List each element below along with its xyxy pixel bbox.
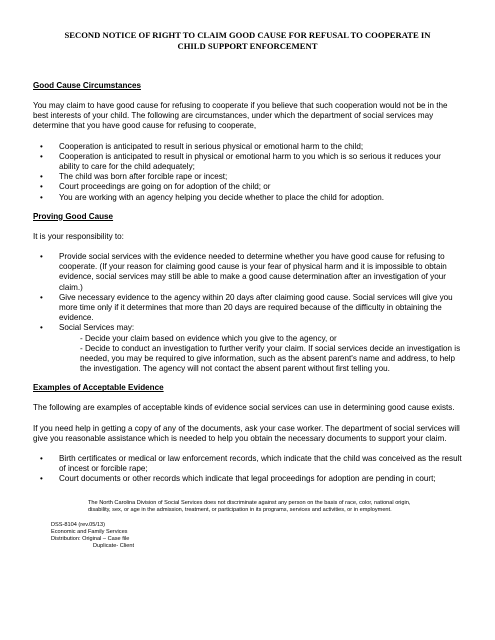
- good-cause-intro: You may claim to have good cause for refusing to cooperate if you believe that such cooperation would not be in the best interests of your child. The following are circumstances, under which the department of social services may determine that you have good cause for refusing to cooperate,: [33, 101, 448, 131]
- sub-item-decide: - Decide your claim based on evidence which you give to the agency, or: [80, 333, 337, 343]
- list-item: • Birth certificates or medical or law enforcement records, which indicate that the child was conceived as the result of incest or forcible rape;: [40, 454, 462, 474]
- bullet-icon: •: [40, 151, 43, 161]
- examples-help: If you need help in getting a copy of any of the documents, ask your case worker. The department of social services will give you reasonable assistance which is needed to help you obtain the necessary documents to support your claim.: [33, 423, 460, 443]
- proving-intro: It is your responsibility to:: [33, 231, 124, 241]
- bullet-icon: •: [40, 292, 43, 302]
- bullet-icon: •: [40, 323, 43, 333]
- nondiscrimination-notice: The North Carolina Division of Social Services does not discriminate against any person on the basis of race, color, national origin, disability, sex, or age in the admission, treatment, or participation in its programs, services and activities, or in employment.: [88, 499, 411, 513]
- good-cause-heading: Good Cause Circumstances: [33, 81, 141, 90]
- list-item: • Social Services may: - Decide your claim based on evidence which you give to the agency, or - Decide to conduct an investigation to further verify your claim. If social services decide an investigation is needed, you may be required to give information, such as the absent parent's name and address, to help the investigation. The agency will not contact the absent parent without first telling you.: [40, 323, 461, 374]
- list-item: • Court proceedings are going on for adoption of the child; or: [40, 182, 271, 192]
- list-item: • Cooperation is anticipated to result in serious physical or emotional harm to the child;: [40, 141, 364, 151]
- division-name: Economic and Family Services: [51, 528, 128, 535]
- examples-list: [33, 454, 462, 485]
- examples-intro: The following are examples of acceptable kinds of evidence social services can use in determining good cause exists.: [33, 403, 455, 413]
- list-item: • Cooperation is anticipated to result in physical or emotional harm to you which is so serious it reduces your ability to care for the child adequately;: [40, 151, 441, 172]
- document-title: [33, 30, 462, 52]
- bullet-icon: •: [40, 474, 43, 484]
- bullet-icon: •: [40, 192, 43, 202]
- proving-list: [33, 252, 462, 374]
- bullet-icon: •: [40, 141, 43, 151]
- list-item: • Provide social services with the evidence needed to determine whether you have good cause for refusing to cooperate. (If your reason for claiming good cause is your fear of physical harm and it is impossible to obtain evidence, social services may still be able to make a good cause determination after an investigation of your claim.): [40, 252, 447, 292]
- form-number: DSS-8104 (rev.05/13): [51, 521, 105, 528]
- list-item: • Give necessary evidence to the agency within 20 days after claiming good cause. Social services will give you more time only if it determines that more than 20 days are required because of the difficulty in obtaining the evidence.: [40, 292, 453, 323]
- bullet-icon: •: [40, 172, 43, 182]
- good-cause-list: [33, 142, 462, 203]
- duplicate-line: Duplicate- Client: [93, 542, 135, 549]
- list-item: • Court documents or other records which indicate that legal proceedings for adoption are pending in court;: [40, 474, 436, 484]
- title-line-1: SECOND NOTICE OF RIGHT TO CLAIM GOOD CAUSE FOR REFUSAL TO COOPERATE IN: [64, 30, 431, 40]
- sub-item-investigate: - Decide to conduct an investigation to further verify your claim. If social services decide an investigation is needed, you may be required to give information, such as the absent parent's name and address, to help the investigation. The agency will not contact the absent parent without first telling you.: [80, 343, 461, 374]
- examples-heading: Examples of Acceptable Evidence: [33, 383, 164, 393]
- form-info: [33, 522, 462, 550]
- title-line-2: CHILD SUPPORT ENFORCEMENT: [177, 41, 318, 51]
- bullet-icon: •: [40, 454, 43, 464]
- list-item: • You are working with an agency helping you decide whether to place the child for adoption.: [40, 192, 385, 202]
- proving-good-cause-heading: Proving Good Cause: [33, 211, 114, 221]
- bullet-icon: •: [40, 252, 43, 262]
- distribution-line: Distribution: Original – Case file: [51, 535, 130, 542]
- list-item: • The child was born after forcible rape or incest;: [40, 172, 228, 182]
- bullet-icon: •: [40, 182, 43, 192]
